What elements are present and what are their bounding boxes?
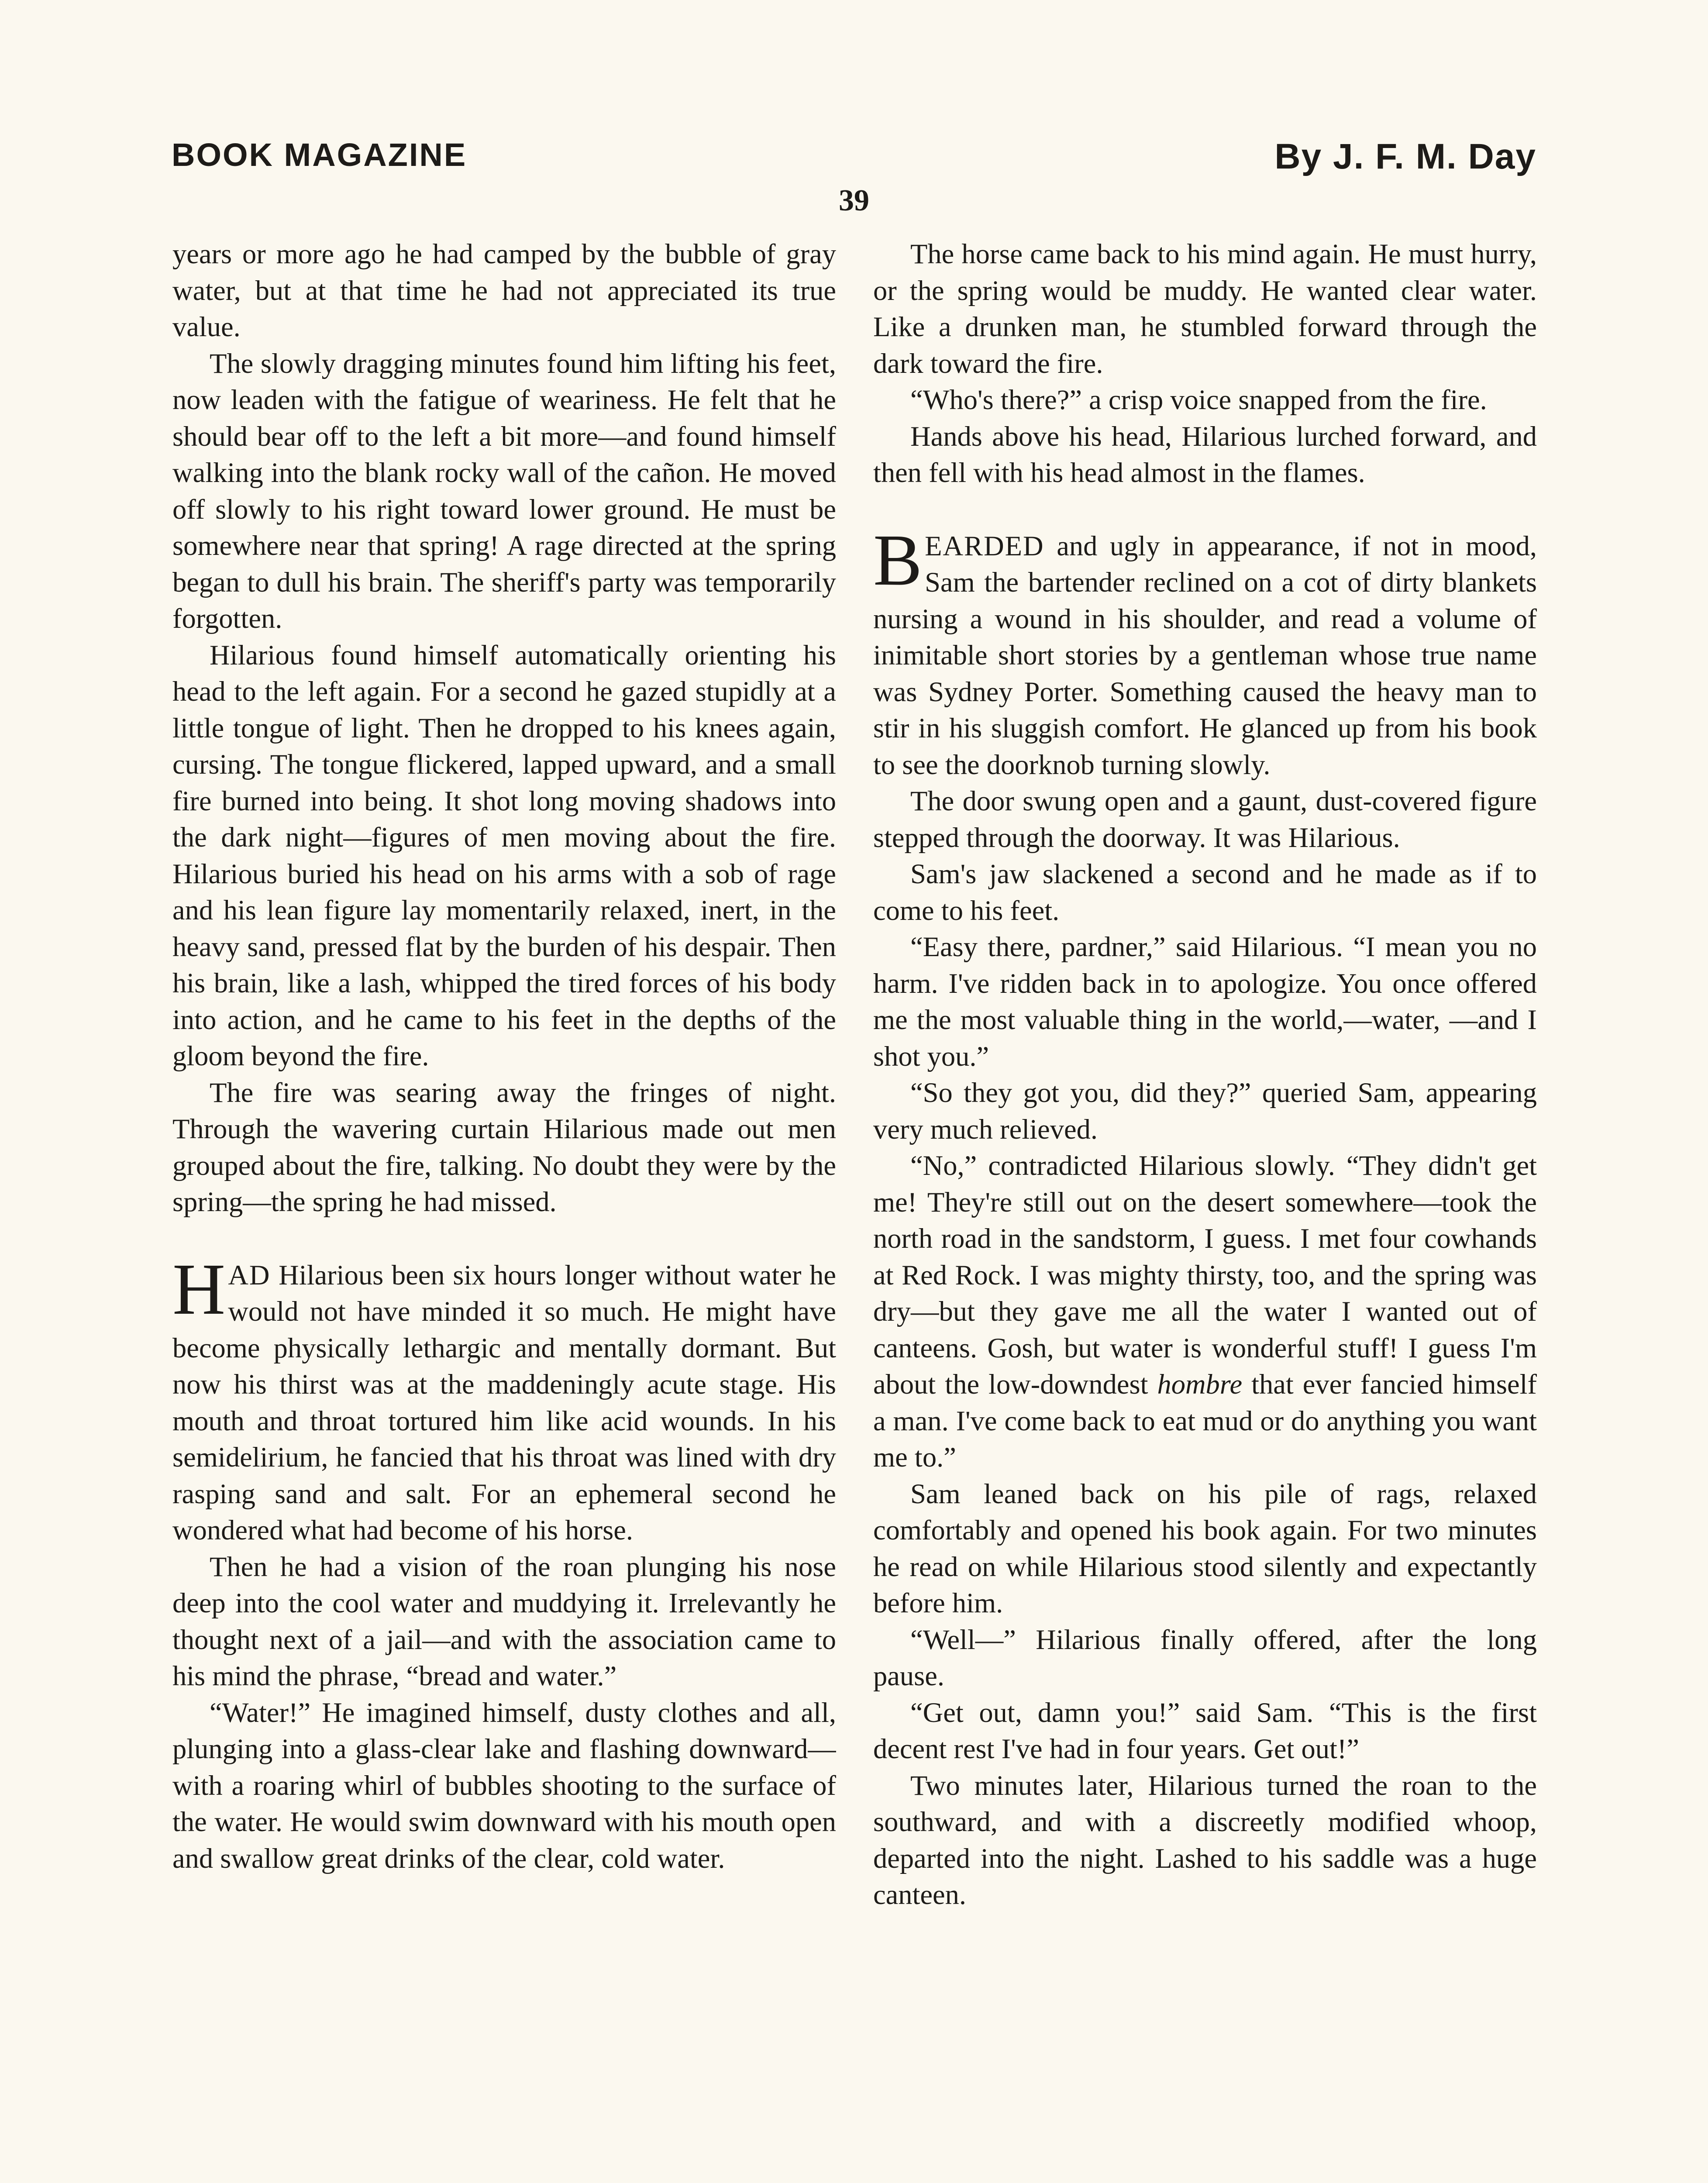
paragraph: “Well—” Hilarious finally offered, after the long pause.: [873, 1624, 1537, 1691]
paragraph: “So they got you, did they?” queried Sam, appearing very much relieved.: [873, 1077, 1537, 1145]
paragraph: The fire was searing away the fringes of night. Through the wavering curtain Hilarious made out men grouped about the fire, talking. No doubt they were by the spring—the spring he had missed.: [172, 1077, 836, 1217]
paragraph: Sam leaned back on his pile of rags, relaxed comfortably and opened his book again. For two minutes he read on while Hilarious stood silently and expectantly before him.: [873, 1478, 1537, 1618]
paragraph: “Get out, damn you!” said Sam. “This is the first decent rest I've had in four years. Get out!”: [873, 1697, 1537, 1764]
drop-cap-continuation: EARDED: [925, 530, 1044, 561]
drop-cap: B: [873, 519, 923, 601]
paragraph: The slowly dragging minutes found him lifting his feet, now leaden with the fatigue of weariness. He felt that he should bear off to the left a bit more—and found himself walking into the blank rocky wall of the cañon. He moved off slowly to his right toward lower ground. He must be somewhere near that spring! A rage directed at the spring began to dull his brain. The sheriff's party was temporarily forgotten.: [172, 348, 836, 634]
paragraph: [873, 1147, 1537, 1476]
magazine-title: BOOK MAGAZINE: [172, 137, 467, 173]
page-number: 39: [839, 184, 869, 217]
paragraph: “Water!” He imagined himself, dusty clothes and all, plunging into a glass-clear lake and flashing downward—with a roaring whirl of bubbles shooting to the surface of the water. He would swim downward with his mouth open and swallow great drinks of the clear, cold water.: [172, 1697, 836, 1874]
paragraph: Hands above his head, Hilarious lurched forward, and then fell with his head almost in the flames.: [873, 420, 1537, 488]
paragraph-text: that ever fancied himself a man. I've come back to eat mud or do anything you want me to.”: [873, 1369, 1537, 1473]
paragraph: “Easy there, pardner,” said Hilarious. “I mean you no harm. I've ridden back in to apologize. You once offered me the most valuable thing in the world,—water, —and I shot you.”: [873, 931, 1537, 1072]
paragraph: The door swung open and a gaunt, dust-covered figure stepped through the doorway. It was Hilarious.: [873, 785, 1537, 853]
paragraph: Hilarious found himself automatically orienting his head to the left again. For a second he gazed stupidly at a little tongue of light. Then he dropped to his knees again, cursing. The tongue flickered, lapped upward, and a small fire burned into being. It shot long moving shadows into the dark night—figures of men moving about the fire. Hilarious buried his head on his arms with a sob of rage and his lean figure lay momentarily relaxed, inert, in the heavy sand, pressed flat by the burden of his despair. Then his brain, like a lash, whipped the tired forces of his body into action, and he came to his feet in the depths of the gloom beyond the fire.: [172, 639, 836, 1071]
author-byline: By J. F. M. Day: [1274, 137, 1536, 176]
paragraph: The horse came back to his mind again. He must hurry, or the spring would be muddy. He wanted clear water. Like a drunken man, he stumbled forward through the dark toward the fire.: [873, 238, 1537, 379]
paragraph-text: Hilarious been six hours longer without water he would not have minded it so much. He might have become physically lethargic and mentally dormant. But now his thirst was at the maddeningly acute stage. His mouth and throat tortured him like acid wounds. In his semidelirium, he fancied that his throat was lined with dry rasping sand and salt. For an ephemeral second he wondered what had become of his horse.: [172, 1259, 836, 1546]
right-column: [873, 236, 1537, 2183]
paragraph: years or more ago he had camped by the bubble of gray water, but at that time he had not appreciated its true value.: [172, 238, 836, 342]
drop-cap-continuation: AD: [228, 1259, 271, 1291]
paragraph: Sam's jaw slackened a second and he made as if to come to his feet.: [873, 858, 1537, 926]
paragraph: Two minutes later, Hilarious turned the roan to the southward, and with a discreetly modified whoop, departed into the night. Lashed to his saddle was a huge canteen.: [873, 1770, 1537, 1910]
italic-word: hombre: [1157, 1369, 1243, 1400]
paragraph: “Who's there?” a crisp voice snapped from the fire.: [910, 384, 1487, 415]
paragraph-text: “No,” contradicted Hilarious slowly. “They didn't get me! They're still out on the desert somewhere—took the north road in the sandstorm, I guess. I met four cowhands at Red Rock. I was mighty thirsty, too, and the spring was dry—but they gave me all the water I wanted out of canteens. Gosh, but water is wonderful stuff! I guess I'm about the low-downdest: [873, 1150, 1537, 1400]
drop-cap: H: [172, 1248, 226, 1330]
section-opening-paragraph: [172, 1248, 836, 1549]
left-column: [172, 236, 836, 2183]
paragraph: Then he had a vision of the roan plunging his nose deep into the cool water and muddying it. Irrelevantly he thought next of a jail—and with the association came to his mind the phrase, “bread and water.”: [172, 1551, 836, 1691]
paragraph-text: and ugly in appearance, if not in mood, Sam the bartender reclined on a cot of dirty blankets nursing a wound in his shoulder, and read a volume of inimitable short stories by a gentleman whose true name was Sydney Porter. Something caused the heavy man to stir in his sluggish comfort. He glanced up from his book to see the doorknob turning slowly.: [873, 530, 1537, 780]
section-opening-paragraph: [873, 519, 1537, 783]
